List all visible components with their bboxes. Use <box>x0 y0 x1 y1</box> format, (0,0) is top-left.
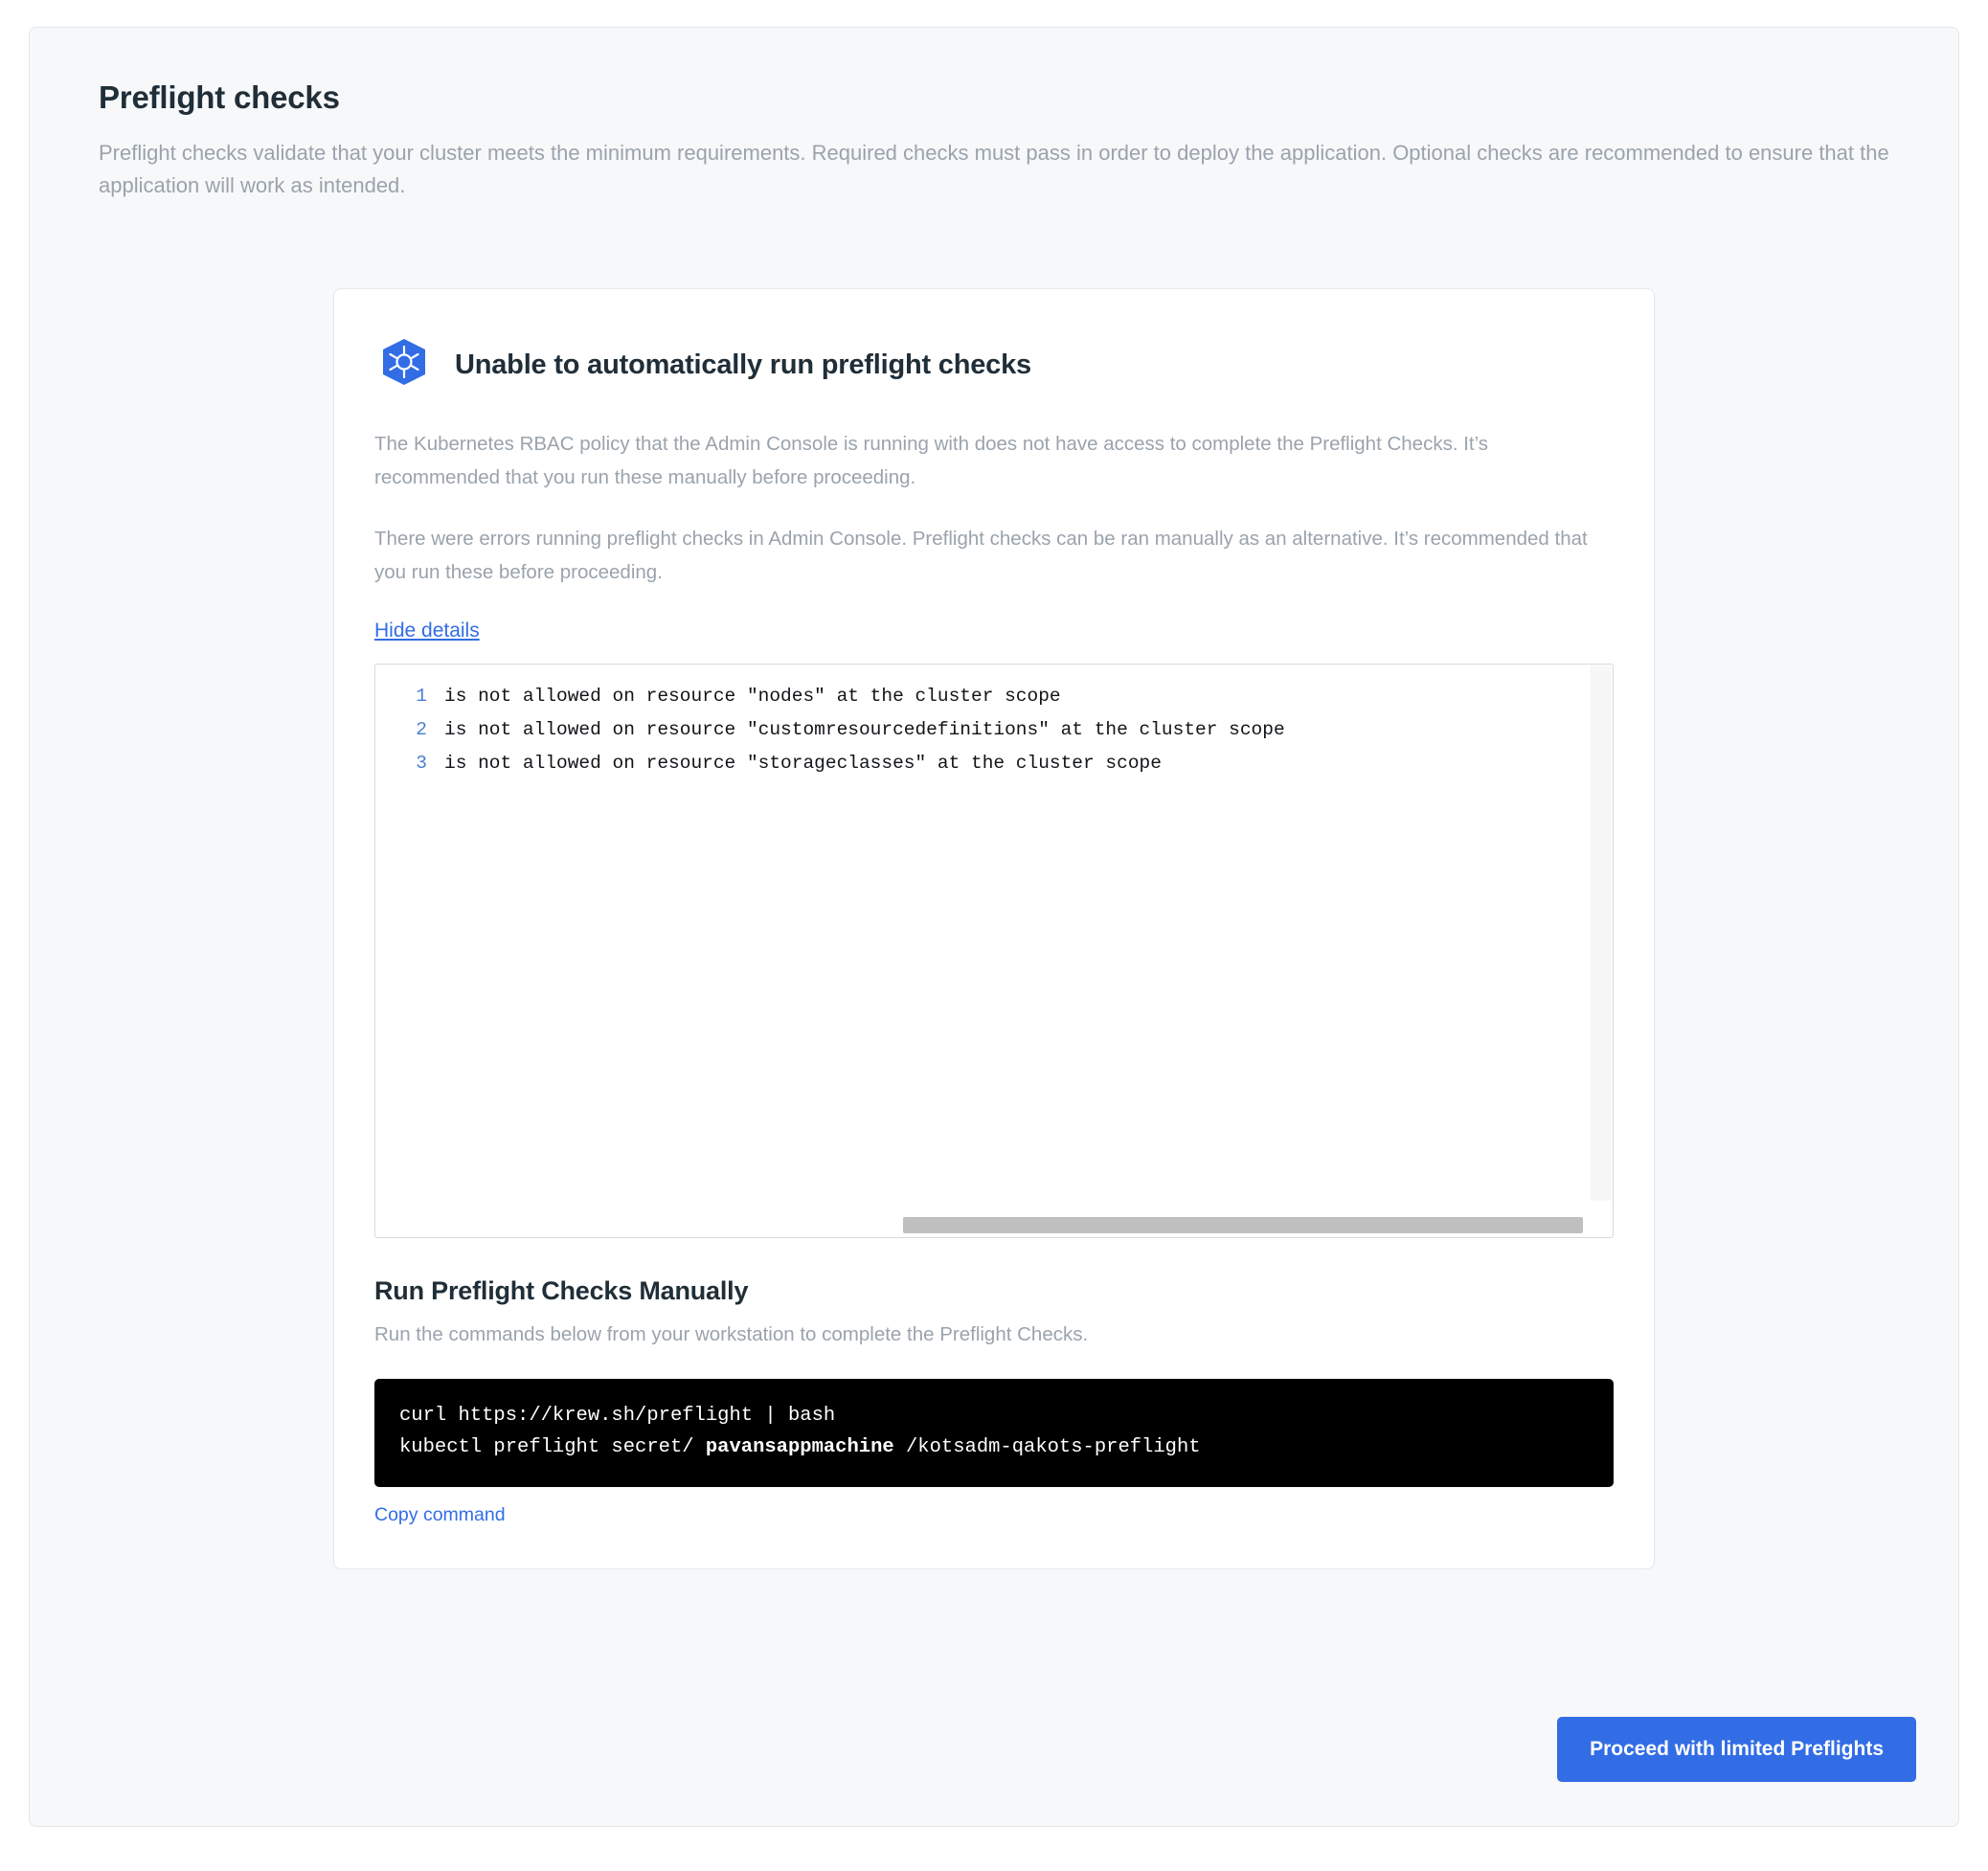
horizontal-scrollbar-thumb[interactable] <box>903 1217 1583 1233</box>
copy-command-link[interactable]: Copy command <box>374 1503 506 1525</box>
line-text: is not allowed on resource "storageclasses" at the cluster scope <box>444 752 1162 774</box>
command-suffix: /kotsadm-qakots-preflight <box>893 1436 1201 1459</box>
preflight-error-card <box>333 288 1655 1568</box>
manual-section-title: Run Preflight Checks Manually <box>374 1276 749 1306</box>
card-header <box>374 335 1614 394</box>
log-line <box>375 713 1613 747</box>
log-line <box>375 747 1613 780</box>
card-paragraph-2: There were errors running preflight checks in Admin Console. Preflight checks can be ran manually as an alternative. It’s recommended that you run these before proceeding. <box>374 527 1588 583</box>
line-number: 1 <box>416 686 427 708</box>
line-number: 3 <box>416 752 427 774</box>
command-line-1: curl https://krew.sh/preflight | bash <box>399 1405 836 1428</box>
horizontal-scrollbar-track[interactable] <box>376 1217 1612 1236</box>
command-prefix: kubectl preflight secret/ <box>399 1436 706 1459</box>
card-title: Unable to automatically run preflight checks <box>455 349 1031 380</box>
preflight-panel <box>29 27 1959 1827</box>
footer-actions <box>1557 1717 1916 1782</box>
proceed-with-limited-preflights-button[interactable]: Proceed with limited Preflights <box>1557 1717 1916 1782</box>
vertical-scrollbar[interactable] <box>1591 665 1612 1201</box>
log-line <box>375 680 1613 713</box>
manual-section-description: Run the commands below from your workstation to complete the Preflight Checks. <box>374 1323 1089 1346</box>
error-log-viewer[interactable] <box>374 664 1614 1238</box>
line-text: is not allowed on resource "nodes" at the cluster scope <box>444 686 1061 708</box>
line-number: 2 <box>416 718 427 740</box>
command-secret-name: pavansappmachine <box>705 1436 894 1459</box>
card-paragraph-1: The Kubernetes RBAC policy that the Admin Console is running with does not have access to complete the Preflight Checks. It’s recommended that you run these manually before proceeding. <box>374 433 1489 489</box>
page-title: Preflight checks <box>99 79 340 115</box>
command-line-2 <box>399 1431 1589 1463</box>
line-text: is not allowed on resource "customresourcedefinitions" at the cluster scope <box>444 718 1285 740</box>
kubernetes-icon <box>374 335 434 394</box>
toggle-details-link[interactable]: Hide details <box>374 620 480 642</box>
error-log-lines <box>375 665 1613 779</box>
page-description: Preflight checks validate that your cluster meets the minimum requirements. Required checks must pass in order to deploy the application. Optional checks are recommended to ensure that the application will work as intended. <box>99 141 1889 198</box>
command-terminal <box>374 1379 1614 1486</box>
